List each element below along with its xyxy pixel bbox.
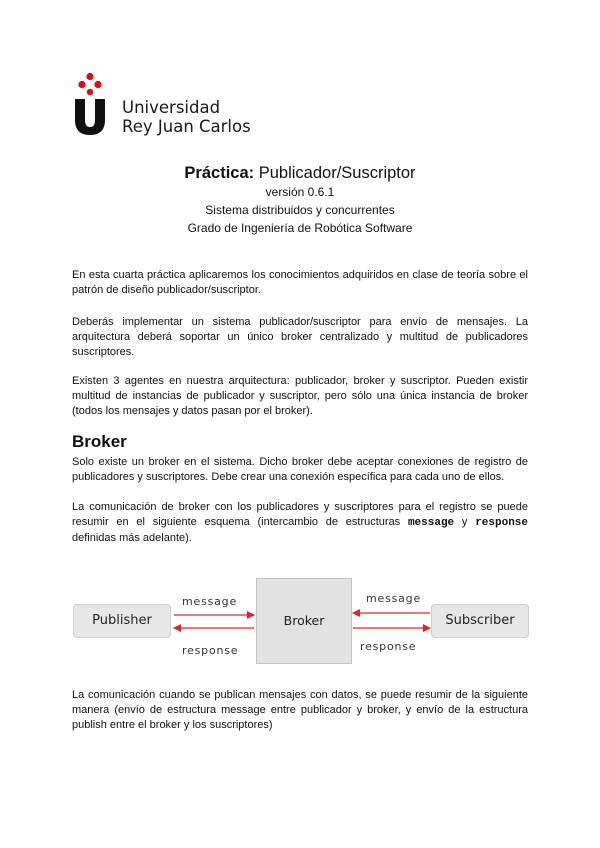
university-name-line1: Universidad bbox=[122, 98, 221, 117]
logo-u-shape bbox=[75, 99, 105, 135]
registration-text-mid: y bbox=[454, 516, 476, 528]
document-title bbox=[0, 163, 600, 183]
document-version: versión 0.6.1 bbox=[265, 185, 335, 199]
section-heading-broker: Broker bbox=[72, 432, 127, 451]
agents-paragraph: Existen 3 agentes en nuestra arquitectura: publicador, broker y suscriptor. Pueden existir multitud de instancias de publicador y suscriptor, pero sólo una única instancia de broker (todos los mensajes y datos pasan por el broker). bbox=[72, 375, 528, 417]
university-name bbox=[122, 98, 251, 136]
logo-dot-right bbox=[94, 81, 101, 88]
urjc-logo-icon bbox=[72, 72, 108, 136]
subscriber-box: Subscriber bbox=[431, 604, 529, 638]
logo-dot-left bbox=[78, 81, 85, 88]
course-name: Sistema distribuidos y concurrentes bbox=[205, 203, 395, 217]
registration-paragraph bbox=[72, 500, 528, 546]
registration-text-b: definidas más adelante). bbox=[72, 532, 192, 544]
title-prefix: Práctica: bbox=[184, 164, 255, 182]
university-logo bbox=[72, 72, 272, 138]
publisher-box: Publisher bbox=[73, 604, 171, 638]
label-message-left: message bbox=[182, 595, 238, 608]
logo-dot-center bbox=[87, 89, 93, 95]
label-message-right: message bbox=[366, 592, 422, 605]
broker-box: Broker bbox=[256, 578, 352, 664]
degree-name: Grado de Ingeniería de Robótica Software bbox=[187, 221, 413, 235]
label-response-left: response bbox=[182, 644, 239, 657]
label-response-right: response bbox=[360, 640, 417, 653]
intro-paragraph: En esta cuarta práctica aplicaremos los conocimientos adquiridos en clase de teoría sobre el patrón de diseño publicador/suscriptor. bbox=[72, 269, 528, 296]
registration-text-a: La comunicación de broker con los publicadores y suscriptores para el registro se puede resumir en el siguiente esquema (intercambio de estructuras bbox=[72, 501, 528, 528]
publishing-paragraph: La comunicación cuando se publican mensajes con datos, se puede resumir de la siguiente manera (envío de estructura message entre publicador y broker, y envío de la estructura publish entre el broker y los suscriptores) bbox=[72, 689, 528, 731]
implementation-paragraph: Deberás implementar un sistema publicador/suscriptor para envío de mensajes. La arquitectura deberá soportar un único broker centralizado y multitud de publicadores suscriptores. bbox=[72, 316, 528, 358]
logo-dot-top bbox=[86, 73, 93, 80]
broker-paragraph: Solo existe un broker en el sistema. Dicho broker debe aceptar conexiones de registro de publicadores y suscriptores. Debe crear una conexión específica para cada uno de ellos. bbox=[72, 456, 528, 483]
title-main: Publicador/Suscriptor bbox=[254, 164, 416, 182]
registration-diagram bbox=[70, 572, 532, 668]
code-response: response bbox=[475, 517, 528, 529]
code-message: message bbox=[407, 517, 455, 529]
university-name-line2: Rey Juan Carlos bbox=[122, 117, 251, 136]
